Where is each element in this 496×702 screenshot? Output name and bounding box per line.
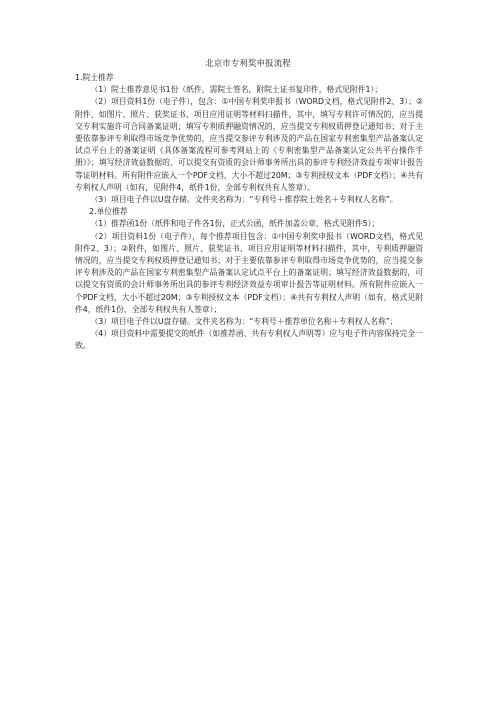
document-title: 北京市专利奖申报流程 — [205, 58, 291, 68]
paragraph: （1）院士推荐意见书1份（纸件，需院士签名，附院士证书复印件，格式见附件1）； — [90, 85, 383, 95]
paragraph: （4）项目资料中需要提交的纸件（如推荐函、共有专利权人声明等）应与电子件内容保持完全一致。 — [75, 329, 423, 351]
section-heading-unit: 2.单位推荐 — [89, 207, 128, 217]
section-heading-academician: 1.院士推荐 — [75, 73, 114, 82]
paragraph: （3）项目电子件以U盘存储。文件夹名称为：“专利号＋推荐院士姓名＋专利权人名称”。 — [90, 195, 398, 205]
paragraph: （2）项目资料1份（电子件），每个推荐项目包含：①中国专利奖申报书（WORD文档，格式见附件2、3）；②附件，如图片、照片、获奖证书、项目应用证明等材料扫描件，其中，专利质押融资情况的，应当提交专利权质押登记通知书；对于主要依靠参评专利取得市场竞争优势的，应当提交参评专利涉及的产品在国家专利密集型产品备案认定试点平台上的备案证明；填写经济效益数据的，可以提交有资质的会计师事务所出具的参评专利经济效益专项审计报告等证明材料。所有附件应嵌入一个PDF文档，大小不超过20M；③专利授权文本（PDF文档）；④共有专利权人声明（如有，格式见附件4，纸件1份，全部专利权共有人签章）； — [75, 231, 423, 314]
paragraph: （2）项目资料1份（电子件），包含：①中国专利奖申报书（WORD文档，格式见附件2、3）；②附件，如图片、照片、获奖证书、项目应用证明等材料扫描件，其中，填写专利许可情况的，应当提交专利实施许可合同备案证明；填写专利质押融资情况的，应当提交专利权质押登记通知书；对于主要依靠参评专利取得市场竞争优势的，应当提交参评专利涉及的产品在国家专利密集型产品备案认定试点平台上的备案证明《具体备案流程可参考网站上的《专利密集型产品备案认定公共平台操作手册》》；填写经济效益数据的，可以提交有资质的会计师事务所出具的参评专利经济效益专项审计报告等证明材料。所有附件应嵌入一个PDF文档，大小不超过20M；③专利授权文本（PDF文档）；④共有专利权人声明（如有，见附件4，纸件1份，全部专利权共有人签章）。 — [75, 97, 423, 192]
document-body — [75, 72, 423, 353]
paragraph: （3）项目电子件以U盘存储。文件夹名称为：“专利号＋推荐单位名称＋专利权人名称”； — [90, 317, 398, 327]
paragraph: （1）推荐函1份（纸件和电子件各1份，正式公函，纸件加盖公章，格式见附件5）； — [90, 219, 380, 229]
